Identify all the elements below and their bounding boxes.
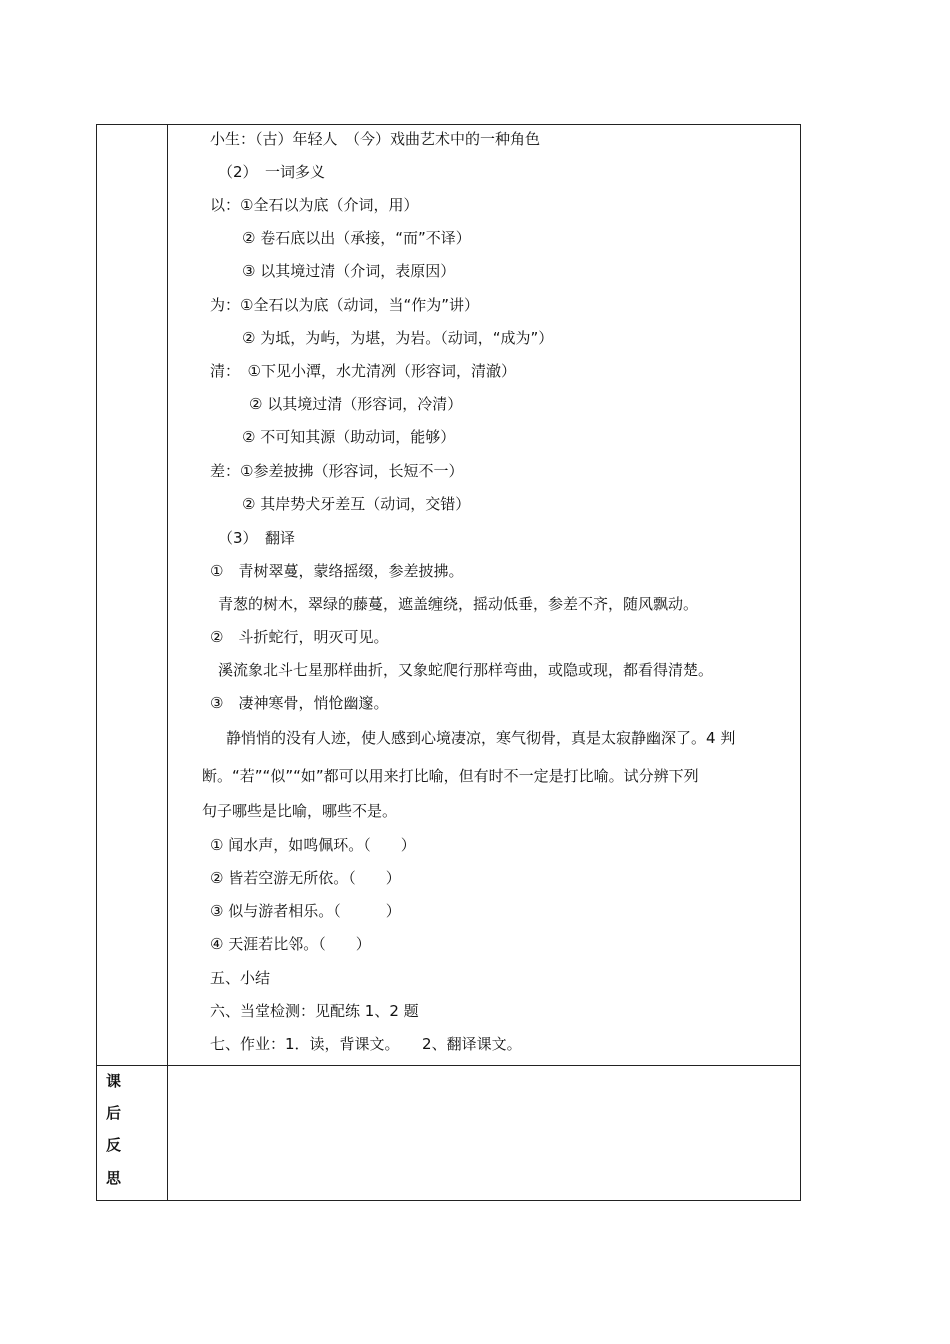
reflection-label-char: 思 — [106, 1169, 122, 1187]
section-heading: 七、作业：1．读，背课文。 2、翻译课文。 — [210, 1035, 522, 1053]
content-line: 小生：（古）年轻人 （今）戏曲艺术中的一种角色 — [210, 130, 541, 148]
content-line: ② 不可知其源（助动词，能够） — [242, 428, 456, 446]
content-line: 静悄悄的没有人迹，使人感到心境凄凉，寒气彻骨，真是太寂静幽深了。4 判 — [226, 729, 736, 747]
content-line: ④ 天涯若比邻。（ ） — [210, 935, 371, 953]
content-line: ② 斗折蛇行，明灭可见。 — [210, 628, 389, 646]
content-line: 断。“若”“似”“如”都可以用来打比喻，但有时不一定是打比喻。试分辨下列 — [202, 767, 699, 785]
content-line: （3） 翻译 — [218, 529, 296, 547]
lesson-table — [96, 124, 801, 1201]
reflection-label-char: 反 — [106, 1136, 122, 1154]
content-line: 清： ①下见小潭，水尤清冽（形容词，清澈） — [210, 362, 516, 380]
section-heading: 五、小结 — [210, 969, 271, 987]
reflection-label-char: 课 — [106, 1072, 122, 1090]
content-line: 句子哪些是比喻，哪些不是。 — [202, 802, 398, 820]
content-line: 差：①参差披拂（形容词，长短不一） — [210, 462, 464, 480]
content-line: （2） 一词多义 — [218, 163, 326, 181]
content-line: ② 为坻，为屿，为堪，为岩。（动词，“成为”） — [242, 329, 554, 347]
content-line: ② 皆若空游无所依。（ ） — [210, 869, 401, 887]
content-line: ③ 似与游者相乐。（ ） — [210, 902, 401, 920]
content-line: ③ 以其境过清（介词，表原因） — [242, 262, 456, 280]
content-line: ③ 凄神寒骨，悄怆幽邃。 — [210, 694, 389, 712]
content-line: 溪流象北斗七星那样曲折，又象蛇爬行那样弯曲，或隐或现，都看得清楚。 — [218, 661, 714, 679]
section-heading: 六、当堂检测：见配练 1、2 题 — [210, 1002, 419, 1020]
column-divider — [167, 125, 168, 1200]
content-line: ② 以其境过清（形容词，冷清） — [249, 395, 463, 413]
content-line: ① 青树翠蔓，蒙络摇缀，参差披拂。 — [210, 562, 464, 580]
content-line: ① 闻水声，如鸣佩环。（ ） — [210, 836, 416, 854]
content-line: 为：①全石以为底（动词，当“作为”讲） — [210, 296, 479, 314]
content-line: 以：①全石以为底（介词，用） — [210, 196, 419, 214]
row-divider — [97, 1065, 800, 1066]
reflection-label-char: 后 — [106, 1104, 122, 1122]
content-line: ② 其岸势犬牙差互（动词，交错） — [242, 495, 471, 513]
content-line: ② 卷石底以出（承接，“而”不译） — [242, 229, 471, 247]
content-line: 青葱的树木，翠绿的藤蔓，遮盖缠绕，摇动低垂，参差不齐，随风飘动。 — [218, 595, 699, 613]
